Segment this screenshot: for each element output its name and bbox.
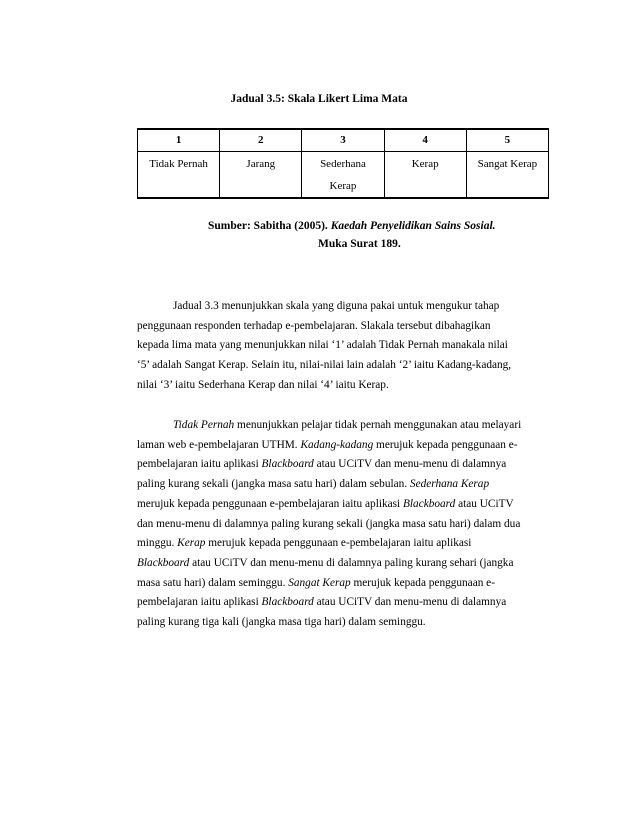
- text-run: atau UCiTV dan menu-menu di dalamnya paling kurang sehari (jangka: [189, 556, 514, 569]
- paragraph-line: [137, 416, 549, 436]
- paragraph-line: kepada lima mata yang menunjukkan nilai ‘1’ adalah Tidak Pernah manakala nilai: [137, 339, 508, 352]
- table-header-row: [138, 129, 549, 152]
- paragraph-line: ‘5’ adalah Sangat Kerap. Selain itu, nilai-nilai lain adalah ‘2’ iaitu Kadang-kadang,: [137, 359, 512, 372]
- paragraph-line: [137, 554, 549, 574]
- table-source-line2: Muka Surat 189.: [318, 238, 401, 250]
- table-header-cell: 4: [384, 129, 466, 152]
- cell-text: Tidak Pernah: [149, 158, 208, 170]
- table-caption: Jadual 3.5: Skala Likert Lima Mata: [230, 93, 408, 105]
- table-cell: [384, 152, 466, 199]
- cell-text: Kerap: [411, 158, 439, 170]
- paragraph-line: nilai ‘3’ iaitu Sederhana Kerap dan nilai ‘4’ iaitu Kerap.: [137, 378, 389, 391]
- text-run: laman web e-pembelajaran UTHM.: [137, 438, 301, 451]
- paragraph-line: [137, 475, 549, 495]
- paragraph-line: Jadual 3.3 menunjukkan skala yang diguna pakai untuk mengukur tahap: [173, 300, 500, 312]
- italic-term: Blackboard: [261, 596, 314, 609]
- text-run: paling kurang sekali (jangka masa satu hari) dalam sebulan.: [137, 478, 410, 491]
- table-row: [138, 152, 549, 199]
- text-run: merujuk kepada penggunaan e-: [350, 576, 495, 589]
- italic-term: Sangat Kerap: [288, 576, 351, 589]
- table-cell: [138, 152, 220, 199]
- italic-term: Kerap: [177, 537, 206, 550]
- paragraph-line: [137, 574, 549, 594]
- paragraph-line: [137, 534, 549, 554]
- italic-term: Blackboard: [403, 497, 456, 510]
- text-run: minggu.: [137, 537, 178, 550]
- table-header-cell: 2: [220, 129, 302, 152]
- text-run: atau UCiTV dan menu-menu di dalamnya: [313, 458, 507, 471]
- cell-text: Sederhana: [320, 158, 366, 170]
- source-prefix: Sumber: Sabitha (2005).: [208, 220, 331, 232]
- paragraph-line: [137, 455, 549, 475]
- table-header-cell: 3: [302, 129, 384, 152]
- paragraph-line: [137, 495, 549, 515]
- likert-scale-table: [137, 128, 549, 199]
- paragraph-line: [137, 436, 549, 456]
- table-cell: [466, 152, 548, 199]
- paragraph-line: [137, 593, 549, 613]
- table-cell: [220, 152, 302, 199]
- paragraph-2: [137, 416, 549, 633]
- source-title: Kaedah Penyelidikan Sains Sosial.: [330, 220, 496, 232]
- text-run: pembelajaran iaitu aplikasi: [137, 596, 262, 609]
- text-run: merujuk kepada penggunaan e-pembelajaran iaitu aplikasi: [137, 497, 403, 510]
- paragraph-1: [137, 297, 549, 396]
- table-cell: [302, 152, 384, 199]
- paragraph-line: paling kurang tiga kali (jangka masa tiga hari) dalam seminggu.: [137, 616, 426, 629]
- italic-term: Kadang-kadang: [300, 438, 374, 451]
- paragraph-line: penggunaan responden terhadap e-pembelajaran. Slakala tersebut dibahagikan: [137, 319, 491, 332]
- table-source-line1: [208, 218, 496, 234]
- text-run: atau UCiTV: [455, 497, 514, 510]
- text-run: pembelajaran iaitu aplikasi: [137, 458, 262, 471]
- text-run: merujuk kepada penggunaan e-: [373, 438, 518, 451]
- text-run: merujuk kepada penggunaan e-pembelajaran iaitu aplikasi: [205, 537, 472, 550]
- cell-text: Jarang: [246, 158, 276, 170]
- cell-text: Kerap: [329, 180, 357, 192]
- table-header-cell: 1: [138, 129, 220, 152]
- text-run: menunjukkan pelajar tidak pernah menggunakan atau melayari: [234, 419, 522, 431]
- italic-term: Blackboard: [137, 556, 190, 569]
- paragraph-line: dan menu-menu di dalamnya paling kurang sekali (jangka masa satu hari) dalam dua: [137, 517, 521, 530]
- italic-term: Tidak Pernah: [173, 419, 235, 431]
- text-run: atau UCiTV dan menu-menu di dalamnya: [313, 596, 507, 609]
- cell-text: Sangat Kerap: [477, 158, 538, 170]
- text-run: masa satu hari) dalam seminggu.: [137, 576, 289, 589]
- italic-term: Blackboard: [261, 458, 314, 471]
- table-header-cell: 5: [466, 129, 548, 152]
- italic-term: Sederhana Kerap: [409, 478, 490, 491]
